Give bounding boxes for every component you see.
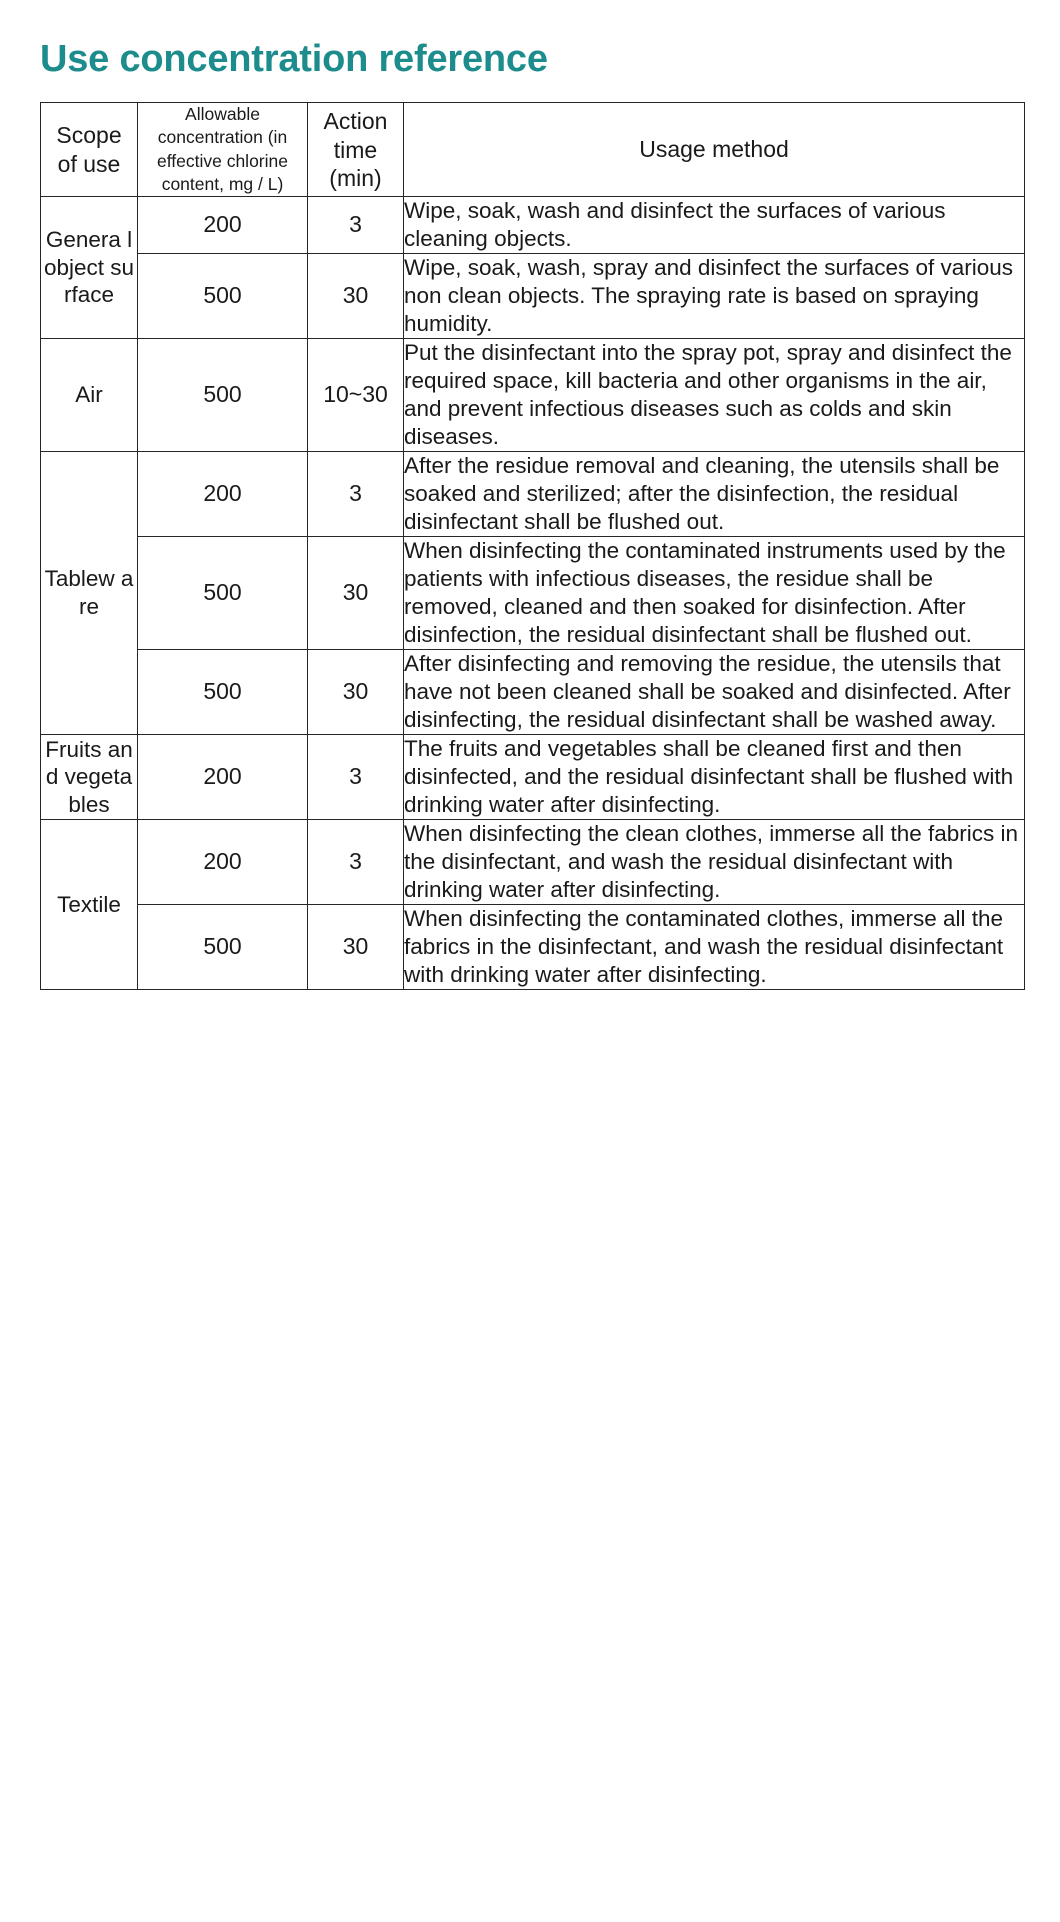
use-concentration-table-wrap bbox=[40, 102, 1024, 990]
cell-action-time: 3 bbox=[308, 197, 404, 254]
table-body bbox=[41, 197, 1025, 990]
cell-scope-of-use: Fruits and vegeta bles bbox=[41, 735, 138, 820]
table-row bbox=[41, 537, 1025, 650]
cell-action-time: 30 bbox=[308, 254, 404, 339]
column-header-scope-of-use bbox=[41, 103, 138, 197]
cell-usage-method: When disinfecting the contaminated instruments used by the patients with infectious diseases, the residue shall be removed, cleaned and then soaked for disinfection. After disinfection, the residual disinfectant shall be flushed out. bbox=[404, 537, 1025, 650]
cell-action-time: 3 bbox=[308, 735, 404, 820]
column-header-action-time-line2: time bbox=[333, 136, 378, 163]
cell-action-time: 3 bbox=[308, 820, 404, 905]
table-row bbox=[41, 905, 1025, 990]
cell-usage-method: When disinfecting the clean clothes, immerse all the fabrics in the disinfectant, and wash the residual disinfectant with drinking water after disinfecting. bbox=[404, 820, 1025, 905]
cell-scope-of-use: Tablew are bbox=[41, 452, 138, 735]
column-header-action-time bbox=[308, 103, 404, 197]
column-header-action-time-line3: (min) bbox=[329, 164, 382, 191]
cell-allowable-concentration: 500 bbox=[138, 650, 308, 735]
table-row bbox=[41, 820, 1025, 905]
cell-allowable-concentration: 200 bbox=[138, 452, 308, 537]
cell-usage-method: Wipe, soak, wash, spray and disinfect the surfaces of various non clean objects. The spraying rate is based on spraying humidity. bbox=[404, 254, 1025, 339]
table-row bbox=[41, 650, 1025, 735]
cell-usage-method: After disinfecting and removing the residue, the utensils that have not been cleaned shall be soaked and disinfected. After disinfecting, the residual disinfectant shall be washed away. bbox=[404, 650, 1025, 735]
table-header-row bbox=[41, 103, 1025, 197]
cell-usage-method: Wipe, soak, wash and disinfect the surfaces of various cleaning objects. bbox=[404, 197, 1025, 254]
cell-action-time: 10~30 bbox=[308, 339, 404, 452]
use-concentration-table bbox=[40, 102, 1025, 990]
cell-allowable-concentration: 500 bbox=[138, 537, 308, 650]
column-header-action-time-line1: Action bbox=[323, 108, 388, 135]
cell-scope-of-use: Air bbox=[41, 339, 138, 452]
column-header-scope-line1: Scope bbox=[56, 122, 122, 149]
cell-usage-method: After the residue removal and cleaning, the utensils shall be soaked and sterilized; after the disinfection, the residual disinfectant shall be flushed out. bbox=[404, 452, 1025, 537]
cell-allowable-concentration: 500 bbox=[138, 254, 308, 339]
column-header-usage-method: Usage method bbox=[404, 103, 1025, 197]
cell-allowable-concentration: 200 bbox=[138, 820, 308, 905]
cell-allowable-concentration: 500 bbox=[138, 905, 308, 990]
cell-allowable-concentration: 500 bbox=[138, 339, 308, 452]
table-row bbox=[41, 735, 1025, 820]
table-row bbox=[41, 197, 1025, 254]
cell-scope-of-use: Genera l object surface bbox=[41, 197, 138, 339]
table-row bbox=[41, 339, 1025, 452]
cell-usage-method: The fruits and vegetables shall be cleaned first and then disinfected, and the residual disinfectant shall be flushed with drinking water after disinfecting. bbox=[404, 735, 1025, 820]
cell-scope-of-use: Textile bbox=[41, 820, 138, 990]
cell-action-time: 30 bbox=[308, 905, 404, 990]
column-header-allowable-concentration: Allowable concentration (in effective chlorine content, mg / L) bbox=[138, 103, 308, 197]
cell-usage-method: Put the disinfectant into the spray pot, spray and disinfect the required space, kill bacteria and other organisms in the air, and prevent infectious diseases such as colds and skin diseases. bbox=[404, 339, 1025, 452]
cell-action-time: 30 bbox=[308, 650, 404, 735]
table-row bbox=[41, 254, 1025, 339]
page-title: Use concentration reference bbox=[40, 38, 548, 80]
cell-usage-method: When disinfecting the contaminated clothes, immerse all the fabrics in the disinfectant, and wash the residual disinfectant with drinking water after disinfecting. bbox=[404, 905, 1025, 990]
table-header bbox=[41, 103, 1025, 197]
cell-allowable-concentration: 200 bbox=[138, 735, 308, 820]
cell-action-time: 3 bbox=[308, 452, 404, 537]
cell-action-time: 30 bbox=[308, 537, 404, 650]
column-header-scope-line2: of use bbox=[57, 150, 121, 177]
table-row bbox=[41, 452, 1025, 537]
cell-allowable-concentration: 200 bbox=[138, 197, 308, 254]
